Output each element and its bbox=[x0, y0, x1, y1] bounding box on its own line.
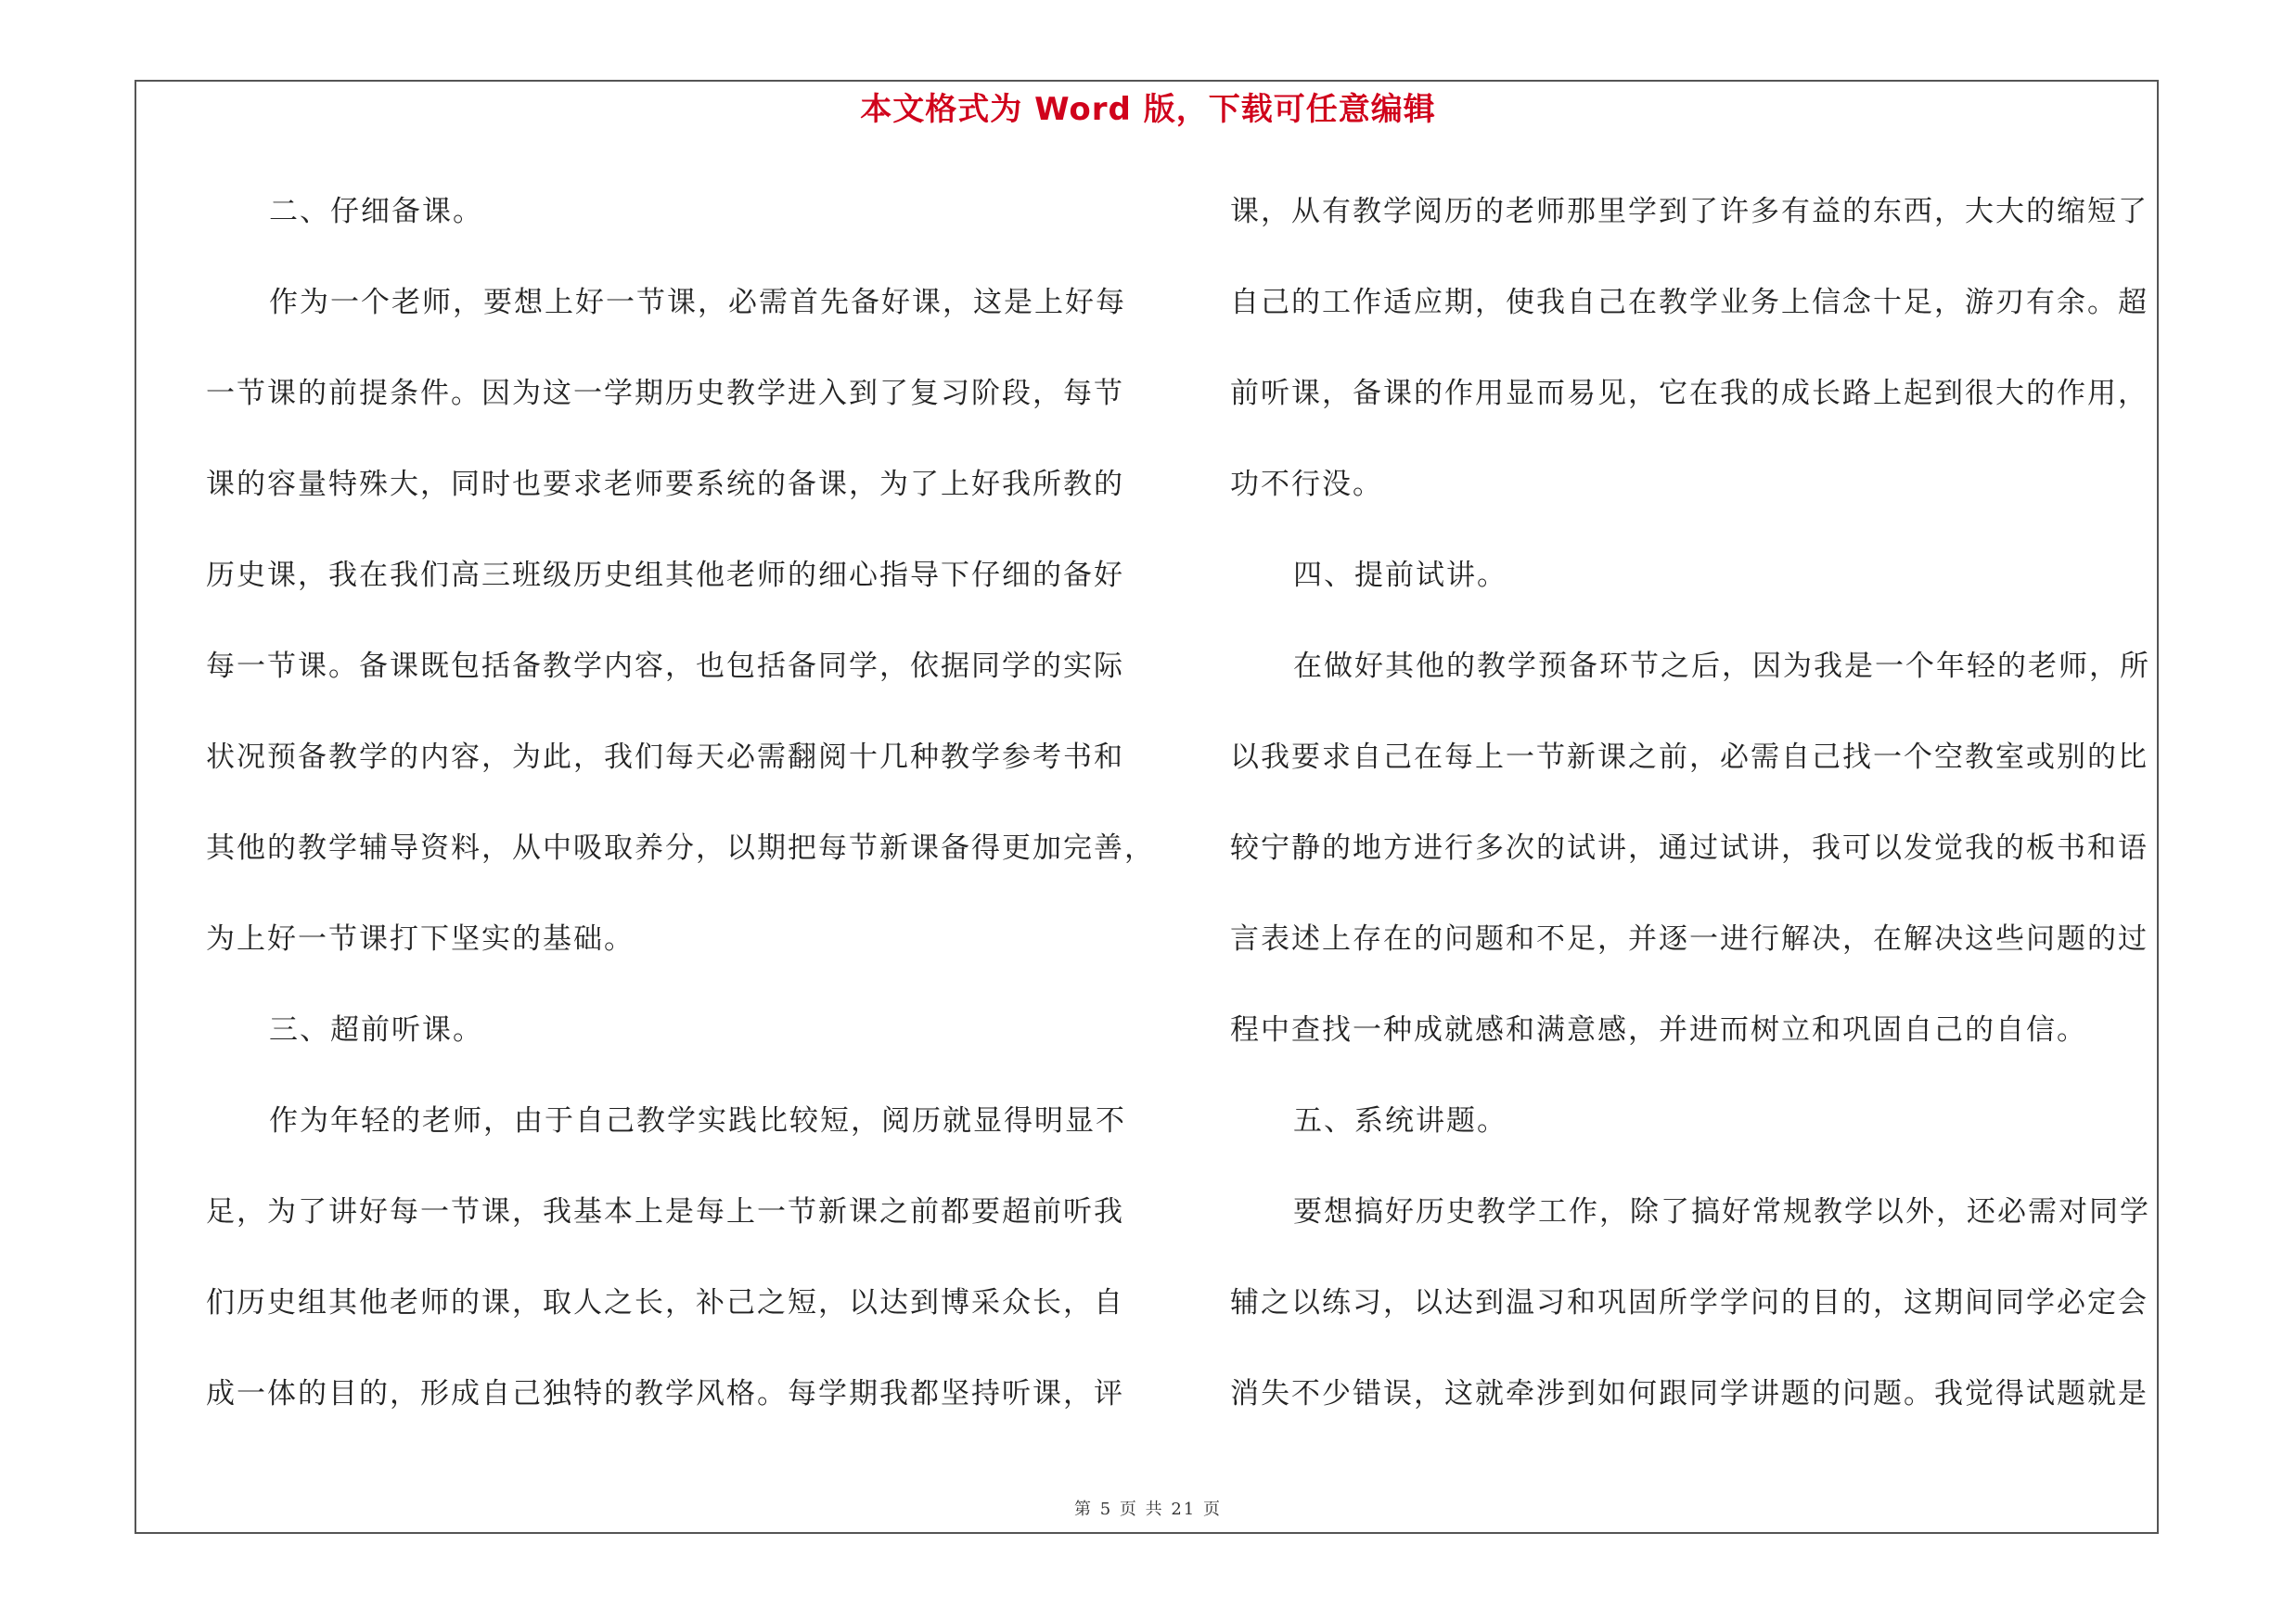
left-text-column bbox=[206, 186, 1155, 1459]
paragraph-line: 们历史组其他老师的课，取人之长，补己之短，以达到博采众长，自 bbox=[206, 1286, 1124, 1320]
paragraph-line: 状况预备教学的内容，为此，我们每天必需翻阅十几种教学参考书和 bbox=[206, 741, 1124, 774]
paragraph-line: 课的容量特殊大，同时也要求老师要系统的备课，为了上好我所教的 bbox=[206, 468, 1124, 501]
paragraph-line: 程中查找一种成就感和满意感，并进而树立和巩固自己的自信。 bbox=[1230, 1013, 2087, 1047]
section-heading-3: 三、超前听课。 bbox=[269, 1013, 483, 1047]
right-text-column bbox=[1230, 186, 2148, 1459]
word-format-banner: 本文格式为 Word 版，下载可任意编辑 bbox=[860, 91, 1436, 128]
paragraph-line: 前听课，备课的作用显而易见，它在我的成长路上起到很大的作用， bbox=[1230, 377, 2148, 410]
section-heading-2: 二、仔细备课。 bbox=[269, 195, 483, 228]
paragraph-line: 较宁静的地方进行多次的试讲，通过试讲，我可以发觉我的板书和语 bbox=[1230, 831, 2148, 865]
paragraph-line: 其他的教学辅导资料，从中吸取养分，以期把每节新课备得更加完善， bbox=[206, 831, 1155, 865]
paragraph-line: 在做好其他的教学预备环节之后，因为我是一个年轻的老师，所 bbox=[1293, 650, 2150, 683]
paragraph-line: 以我要求自己在每上一节新课之前，必需自己找一个空教室或别的比 bbox=[1230, 741, 2148, 774]
paragraph-line: 每一节课。备课既包括备教学内容，也包括备同学，依据同学的实际 bbox=[206, 650, 1124, 683]
paragraph-line: 自己的工作适应期，使我自己在教学业务上信念十足，游刃有余。超 bbox=[1230, 286, 2148, 319]
paragraph-line: 作为年轻的老师，由于自己教学实践比较短，阅历就显得明显不 bbox=[269, 1104, 1126, 1138]
paragraph-line: 足，为了讲好每一节课，我基本上是每上一节新课之前都要超前听我 bbox=[206, 1195, 1124, 1229]
section-heading-5: 五、系统讲题。 bbox=[1293, 1104, 1507, 1138]
paragraph-line: 要想搞好历史教学工作，除了搞好常规教学以外，还必需对同学 bbox=[1293, 1195, 2150, 1229]
page-number-footer: 第 5 页 共 21 页 bbox=[1074, 1500, 1222, 1519]
paragraph-line: 成一体的目的，形成自己独特的教学风格。每学期我都坚持听课，评 bbox=[206, 1377, 1124, 1410]
paragraph-line: 为上好一节课打下坚实的基础。 bbox=[206, 922, 635, 956]
paragraph-line: 课，从有教学阅历的老师那里学到了许多有益的东西，大大的缩短了 bbox=[1230, 195, 2148, 228]
paragraph-line: 言表述上存在的问题和不足，并逐一进行解决，在解决这些问题的过 bbox=[1230, 922, 2148, 956]
paragraph-line: 历史课，我在我们高三班级历史组其他老师的细心指导下仔细的备好 bbox=[206, 559, 1124, 592]
paragraph-line: 辅之以练习，以达到温习和巩固所学学问的目的，这期间同学必定会 bbox=[1230, 1286, 2148, 1320]
paragraph-line: 功不行没。 bbox=[1230, 468, 1383, 501]
paragraph-line: 作为一个老师，要想上好一节课，必需首先备好课，这是上好每 bbox=[269, 286, 1126, 319]
section-heading-4: 四、提前试讲。 bbox=[1293, 559, 1507, 592]
paragraph-line: 消失不少错误，这就牵涉到如何跟同学讲题的问题。我觉得试题就是 bbox=[1230, 1377, 2148, 1410]
paragraph-line: 一节课的前提条件。因为这一学期历史教学进入到了复习阶段，每节 bbox=[206, 377, 1124, 410]
